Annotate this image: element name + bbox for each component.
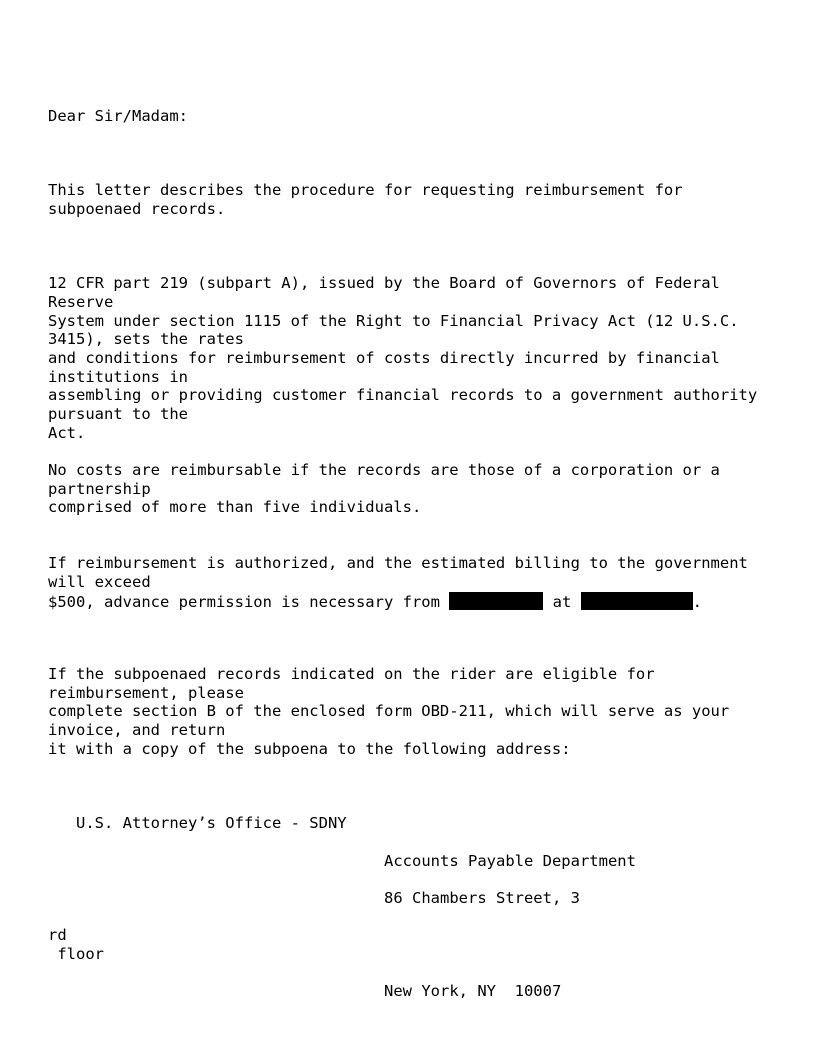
cfr-line-7: assembling or providing customer financial records to a government authority	[48, 386, 758, 404]
address-floor: floor	[48, 945, 104, 963]
intro-line-1: This letter describes the procedure for requesting reimbursement for	[48, 181, 683, 199]
rider-line-1: If the subpoenaed records indicated on the rider are eligible for	[48, 665, 655, 683]
advance-line-3-prefix: $500, advance permission is necessary from	[48, 593, 450, 611]
redaction-block	[449, 592, 543, 610]
no-costs-line-3: comprised of more than five individuals.	[48, 498, 422, 516]
address-office: U.S. Attorney’s Office - SDNY	[76, 814, 347, 832]
advance-line-3-mid: at	[543, 593, 581, 611]
address-city: New York, NY 10007	[384, 982, 562, 1000]
cfr-line-8: pursuant to the	[48, 405, 188, 423]
advance-line-3	[48, 592, 702, 612]
advance-line-1: If reimbursement is authorized, and the estimated billing to the government	[48, 554, 748, 572]
address-street: 86 Chambers Street, 3	[384, 889, 580, 907]
advance-line-2: will exceed	[48, 573, 151, 591]
no-costs-line-2: partnership	[48, 480, 151, 498]
address-superscript: rd	[48, 926, 67, 944]
cfr-line-9: Act.	[48, 424, 86, 442]
no-costs-line-1: No costs are reimbursable if the records are those of a corporation or a	[48, 461, 720, 479]
intro-line-2: subpoenaed records.	[48, 200, 226, 218]
rider-line-5: it with a copy of the subpoena to the following address:	[48, 740, 571, 758]
address-department: Accounts Payable Department	[384, 852, 636, 870]
rider-line-2: reimbursement, please	[48, 684, 244, 702]
cfr-line-1: 12 CFR part 219 (subpart A), issued by the Board of Governors of Federal	[48, 274, 720, 292]
redaction-block	[581, 592, 693, 610]
cfr-line-6: institutions in	[48, 368, 188, 386]
cfr-line-4: 3415), sets the rates	[48, 330, 244, 348]
cfr-line-5: and conditions for reimbursement of costs directly incurred by financial	[48, 349, 720, 367]
rider-line-3: complete section B of the enclosed form OBD-211, which will serve as your	[48, 702, 730, 720]
cfr-line-2: Reserve	[48, 293, 114, 311]
cfr-line-3: System under section 1115 of the Right to Financial Privacy Act (12 U.S.C.	[48, 312, 739, 330]
rider-line-4: invoice, and return	[48, 721, 226, 739]
advance-line-3-suffix: .	[692, 593, 702, 611]
salutation: Dear Sir/Madam:	[48, 107, 188, 125]
